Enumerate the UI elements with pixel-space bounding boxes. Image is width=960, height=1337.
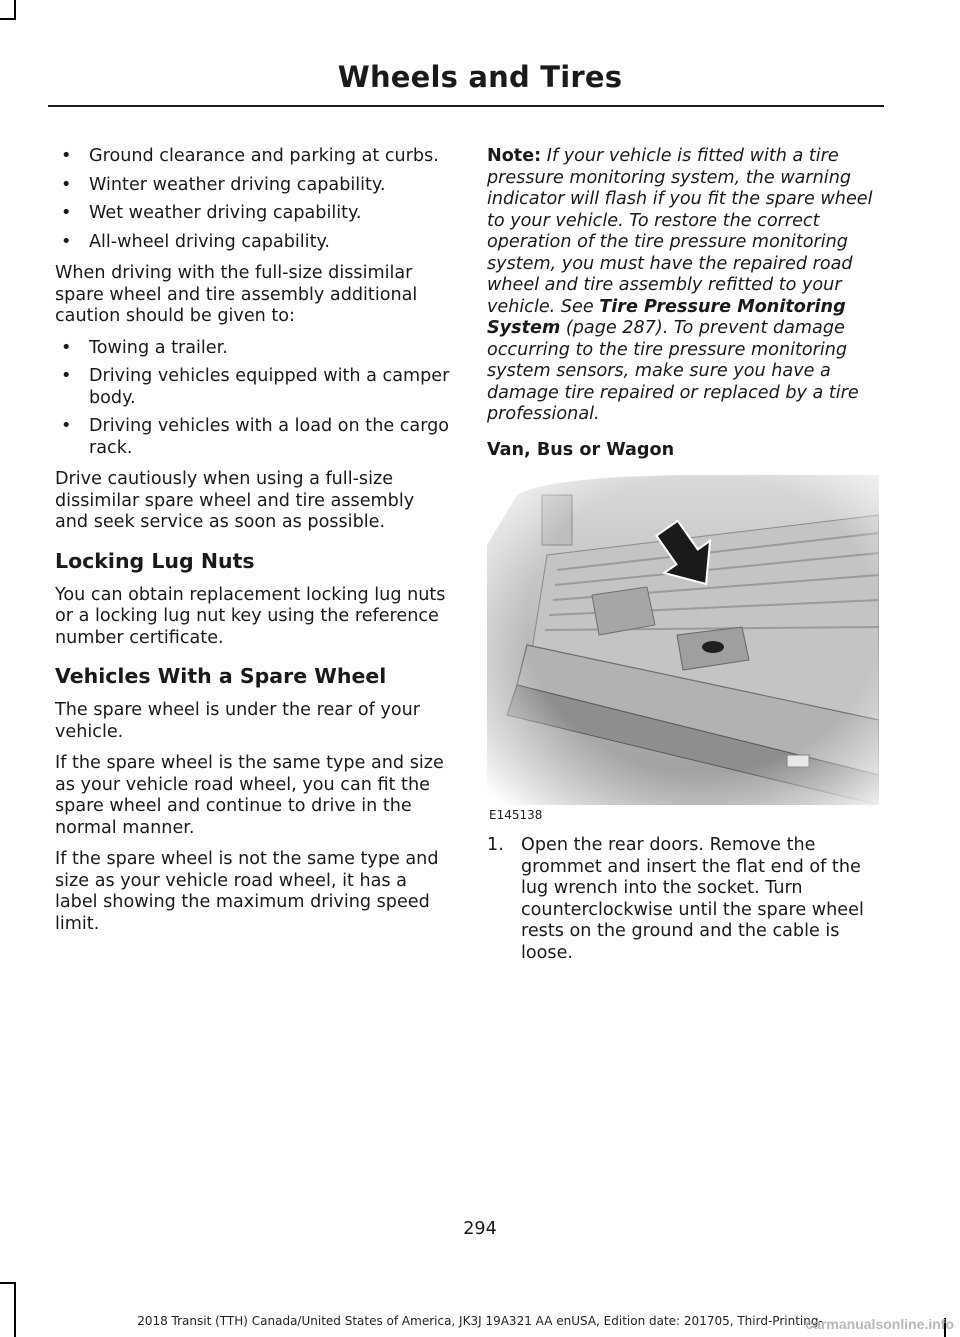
list-item: • Wet weather driving capability. bbox=[55, 203, 450, 225]
spare-same-type-paragraph: If the spare wheel is the same type and size as your vehicle road wheel, you can fit the spare wheel and continue to drive in the normal manner. bbox=[55, 753, 444, 838]
cross-reference-link[interactable]: Tire Pressure Monitoring System bbox=[487, 296, 846, 338]
cargo-floor-illustration bbox=[487, 475, 879, 822]
crop-mark-bottom-left-v bbox=[14, 1282, 16, 1337]
page-title: Wheels and Tires bbox=[337, 60, 623, 94]
step-text: Open the rear doors. Remove the grommet and insert the flat end of the lug wrench into the socket. Turn counterclockwise until the spare wheel rests on the ground and the cable is loose. bbox=[521, 835, 864, 963]
crop-mark-bottom-left-h bbox=[0, 1282, 16, 1284]
drive-cautiously-paragraph: Drive cautiously when using a full-size dissimilar spare wheel and tire assembly and seek service as soon as possible. bbox=[55, 469, 415, 532]
consideration-list bbox=[55, 146, 450, 253]
spare-different-type-paragraph: If the spare wheel is not the same type and size as your vehicle road wheel, it has a label showing the maximum driving speed limit. bbox=[55, 849, 439, 934]
crop-mark-top-left-h bbox=[0, 18, 16, 20]
list-item: • Winter weather driving capability. bbox=[55, 175, 450, 197]
note-page-ref: (page 287). bbox=[560, 318, 669, 338]
header-divider bbox=[48, 105, 884, 107]
step-item bbox=[487, 835, 882, 964]
caution-paragraph: When driving with the full-size dissimilar spare wheel and tire assembly additional caution should be given to: bbox=[55, 263, 418, 326]
caution-list bbox=[55, 338, 450, 460]
watermark: carmanualsonline.info bbox=[805, 1316, 954, 1332]
list-item: • Driving vehicles equipped with a camper body. bbox=[55, 366, 450, 409]
list-item: • Driving vehicles with a load on the cargo rack. bbox=[55, 416, 450, 459]
list-item: • All-wheel driving capability. bbox=[55, 232, 450, 254]
lug-nuts-paragraph: You can obtain replacement locking lug nuts or a locking lug nut key using the reference number certificate. bbox=[55, 584, 446, 648]
tpms-note bbox=[487, 146, 882, 426]
list-item: • Towing a trailer. bbox=[55, 338, 450, 360]
cargo-floor-drawing bbox=[487, 475, 879, 805]
subheading-van-bus-wagon: Van, Bus or Wagon bbox=[487, 439, 675, 460]
note-text-2: To prevent damage occurring to the tire pressure monitoring system sensors, make sure you have a damage tire repaired or replaced by a tire professional. bbox=[487, 318, 859, 424]
section-heading-locking-lug-nuts: Locking Lug Nuts bbox=[55, 548, 255, 573]
section-heading-spare-wheel: Vehicles With a Spare Wheel bbox=[55, 664, 387, 688]
edition-footer: 2018 Transit (TTH) Canada/United States of America, JK3J 19A321 AA enUSA, Edition date: 201705, Third-Printing- bbox=[137, 1314, 823, 1328]
crop-mark-top-left-v bbox=[14, 0, 16, 20]
list-item: • Ground clearance and parking at curbs. bbox=[55, 146, 450, 168]
page-number: 294 bbox=[463, 1219, 497, 1239]
note-label: Note: bbox=[487, 146, 542, 166]
right-column bbox=[487, 146, 882, 964]
figure-code: E145138 bbox=[489, 808, 543, 822]
procedure-steps bbox=[487, 835, 882, 964]
step-number: 1. bbox=[487, 835, 504, 855]
left-column bbox=[55, 146, 450, 945]
note-text-1: If your vehicle is fitted with a tire pressure monitoring system, the warning indicator will flash if you fit the spare wheel to your vehicle. To restore the correct operation of the tire pressure monitoring system, you must have the repaired road wheel and tire assembly refitted to your vehicle. See bbox=[487, 146, 873, 317]
spare-location-paragraph: The spare wheel is under the rear of your vehicle. bbox=[55, 700, 420, 742]
